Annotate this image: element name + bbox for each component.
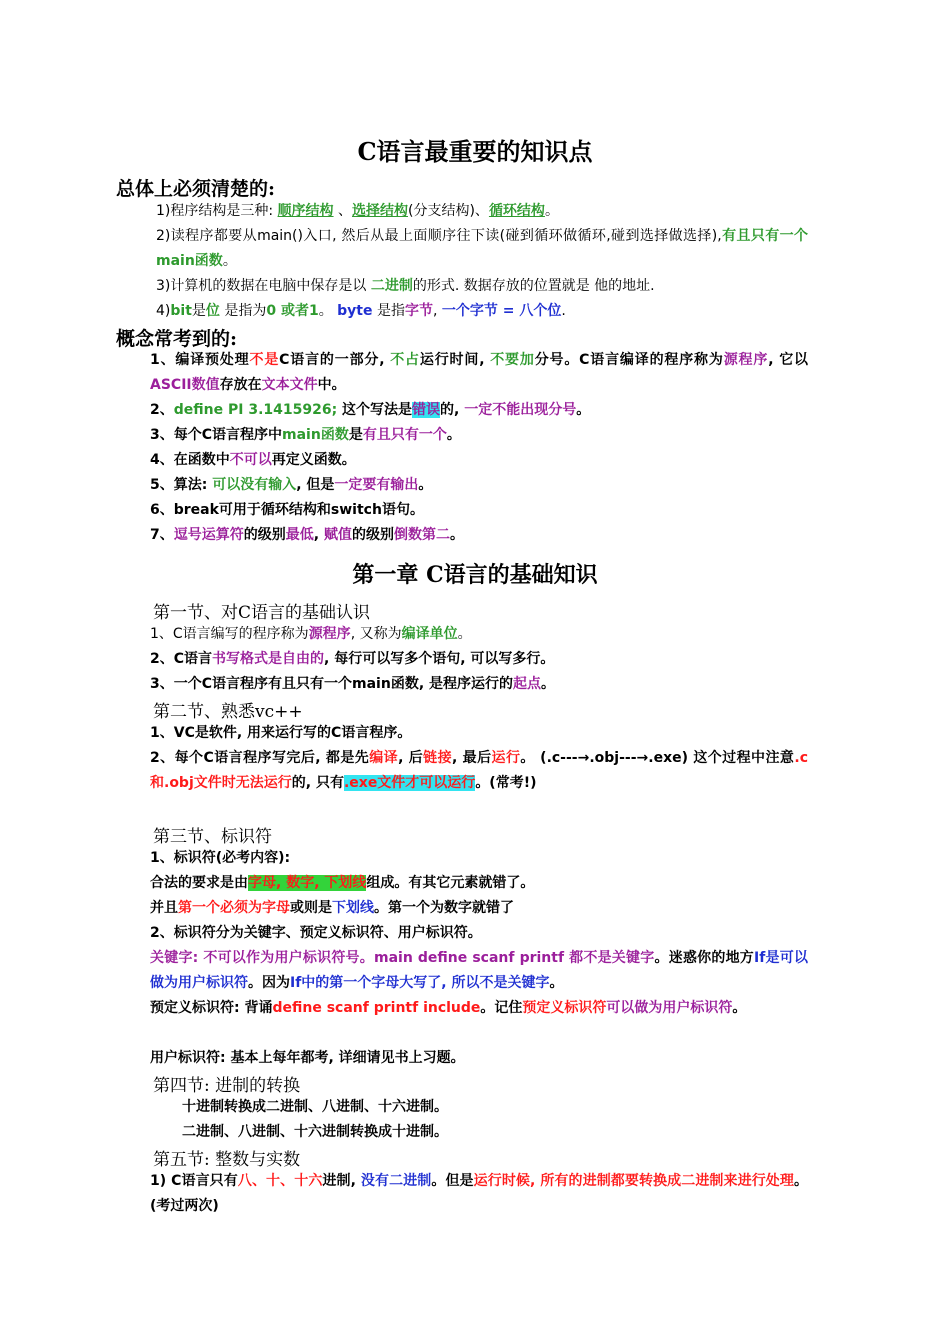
- s5-item-1: 1) C语言只有八、十、十六进制, 没有二进制。但是运行时候, 所有的进制都要转换成二进制来进行处理。(考过两次): [150, 1173, 808, 1214]
- chapter-title: 第一章 C语言的基础知识: [352, 562, 598, 588]
- s1-item-1: 1、C语言编写的程序称为源程序, 又称为编译单位。: [150, 626, 472, 642]
- concept-item-3: 3、每个C语言程序中main函数是有且只有一个。: [150, 427, 461, 443]
- s3-item-1: 1、标识符(必考内容):: [150, 850, 291, 866]
- overall-item-1: 1)程序结构是三种: 顺序结构 、选择结构(分支结构)、循环结构。: [156, 203, 559, 219]
- section-2-heading: 第二节、熟悉vc++: [153, 702, 303, 722]
- s2-item-2: 2、每个C语言程序写完后, 都是先编译, 后链接, 最后运行。 (.c---→.obj---→.exe) 这个过程中注意.c和.obj文件时无法运行的, 只有.exe文件才可以运行。(常考!): [150, 750, 808, 791]
- s3-item-4: 2、标识符分为关键字、预定义标识符、用户标识符。: [150, 925, 482, 941]
- section-3-heading: 第三节、标识符: [153, 827, 272, 847]
- concept-item-6: 6、break可用于循环结构和switch语句。: [150, 502, 424, 518]
- section-4-heading: 第四节: 进制的转换: [153, 1076, 301, 1096]
- section-1-heading: 第一节、对C语言的基础认识: [153, 603, 371, 623]
- concept-item-1: 1、编译预处理不是C语言的一部分, 不占运行时间, 不要加分号。C语言编译的程序称为源程序, 它以ASCII数值存放在文本文件中。: [150, 352, 809, 393]
- concept-item-5: 5、算法: 可以没有输入, 但是一定要有输出。: [150, 477, 433, 493]
- section-5-heading: 第五节: 整数与实数: [153, 1150, 301, 1170]
- s4-item-2: 二进制、八进制、十六进制转换成十进制。: [182, 1124, 448, 1140]
- overall-item-2: 2)读程序都要从main()入口, 然后从最上面顺序往下读(碰到循环做循环,碰到选择做选择),有且只有一个main函数。: [156, 228, 809, 269]
- concept-item-7: 7、逗号运算符的级别最低, 赋值的级别倒数第二。: [150, 527, 464, 543]
- s3-item-3: 并且第一个必须为字母或则是下划线。第一个为数字就错了: [150, 900, 514, 916]
- s4-item-1: 十进制转换成二进制、八进制、十六进制。: [182, 1099, 448, 1115]
- heading-concepts: 概念常考到的:: [116, 328, 238, 350]
- s3-item-2: 合法的要求是由字母, 数字, 下划线组成。有其它元素就错了。: [150, 875, 535, 891]
- concept-item-4: 4、在函数中不可以再定义函数。: [150, 452, 356, 468]
- s1-item-2: 2、C语言书写格式是自由的, 每行可以写多个语句, 可以写多行。: [150, 651, 555, 667]
- s3-item-5: 关键字: 不可以作为用户标识符号。main define scanf printf 都不是关键字。迷惑你的地方If是可以做为用户标识符。因为If中的第一个字母大写了, 所以不是关键字。: [150, 950, 808, 991]
- s1-item-3: 3、一个C语言程序有且只有一个main函数, 是程序运行的起点。: [150, 676, 556, 692]
- overall-item-4: 4)bit是位 是指为0 或者1。 byte 是指字节, 一个字节 = 八个位.: [156, 303, 566, 319]
- concept-item-2: 2、define PI 3.1415926; 这个写法是错误的, 一定不能出现分号。: [150, 402, 591, 418]
- s3-item-6: 预定义标识符: 背诵define scanf printf include。记住预定义标识符可以做为用户标识符。: [150, 1000, 747, 1016]
- heading-overall: 总体上必须清楚的:: [116, 178, 276, 200]
- s3-item-7: 用户标识符: 基本上每年都考, 详细请见书上习题。: [150, 1050, 465, 1066]
- s2-item-1: 1、VC是软件, 用来运行写的C语言程序。: [150, 725, 412, 741]
- document-title: C语言最重要的知识点: [357, 137, 593, 166]
- overall-item-3: 3)计算机的数据在电脑中保存是以 二进制的形式. 数据存放的位置就是 他的地址.: [156, 278, 655, 294]
